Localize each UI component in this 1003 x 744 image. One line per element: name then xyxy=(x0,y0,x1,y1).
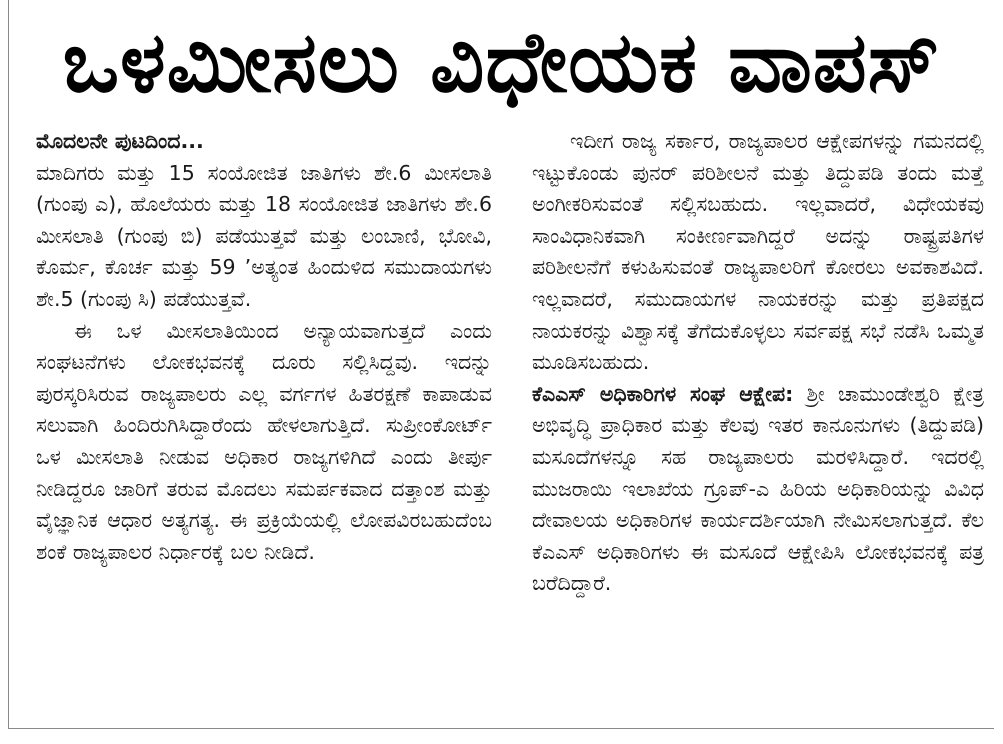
left-paragraph-1: ಮಾದಿಗರು ಮತ್ತು 15 ಸಂಯೋಜಿತ ಜಾತಿಗಳು ಶೇ.6 ಮೀಸಲಾತಿ (ಗುಂಪು ಎ), ಹೊಲೆಯರು ಮತ್ತು 18 ಸಂಯೋಜಿತ ಜಾತಿಗಳು ಶೇ.6 ಮೀಸಲಾತಿ (ಗುಂಪು ಬಿ) ಪಡೆಯುತ್ತವೆ ಮತ್ತು ಲಂಬಾಣಿ, ಭೋವಿ, ಕೊರ್ಮ, ಕೊರ್ಚ ಮತ್ತು 59 ’ಅತ್ಯಂತ ಹಿಂದುಳಿದ ಸಮುದಾಯಗಳು ಶೇ.5 (ಗುಂಪು ಸಿ) ಪಡೆಯುತ್ತವೆ. xyxy=(36,160,492,311)
article-headline: ಒಳಮೀಸಲು ವಿಧೇಯಕ ವಾಪಸ್ xyxy=(62,13,941,111)
right-paragraph-2-text: ಶ್ರೀ ಚಾಮುಂಡೇಶ್ವರಿ ಕ್ಷೇತ್ರ ಅಭಿವೃದ್ಧಿ ಪ್ರಾಧಿಕಾರ ಮತ್ತು ಕೆಲವು ಇತರ ಕಾನೂನುಗಳು (ತಿದ್ದುಪಡಿ) ಮಸೂದೆಗಳನ್ನೂ ಸಹ ರಾಜ್ಯಪಾಲರು ಮರಳಿಸಿದ್ದಾರೆ. ಇದರಲ್ಲಿ ಮುಜರಾಯಿ ಇಲಾಖೆಯ ಗ್ರೂಪ್-ಎ ಹಿರಿಯ ಅಧಿಕಾರಿಯನ್ನು ವಿವಿಧ ದೇವಾಲಯ ಅಧಿಕಾರಿಗಳ ಕಾರ್ಯದರ್ಶಿಯಾಗಿ ನೇಮಿಸಲಾಗುತ್ತದೆ. ಕೆಲ ಕೆಎಎಸ್ ಅಧಿಕಾರಿಗಳು ಈ ಮಸೂದೆ ಆಕ್ಷೇಪಿಸಿ ಲೋಕಭವನಕ್ಕೆ ಪತ್ರ ಬರೆದಿದ್ದಾರೆ. xyxy=(532,381,984,596)
section-subhead: ಕೆಎಎಸ್ ಅಧಿಕಾರಿಗಳ ಸಂಘ ಆಕ್ಷೇಪ: xyxy=(532,381,794,406)
left-paragraph-2: ಈ ಒಳ ಮೀಸಲಾತಿಯಿಂದ ಅನ್ಯಾಯವಾಗುತ್ತದೆ ಎಂದು ಸಂಘಟನೆಗಳು ಲೋಕಭವನಕ್ಕೆ ದೂರು ಸಲ್ಲಿಸಿದ್ದವು. ಇದನ್ನು ಪುರಸ್ಕರಿಸಿರುವ ರಾಜ್ಯಪಾಲರು ಎಲ್ಲ ವರ್ಗಗಳ ಹಿತರಕ್ಷಣೆ ಕಾಪಾಡುವ ಸಲುವಾಗಿ ಹಿಂದಿರುಗಿಸಿದ್ದಾರೆಂದು ಹೇಳಲಾಗುತ್ತಿದೆ. ಸುಪ್ರೀಂಕೋರ್ಟ್ ಒಳ ಮೀಸಲಾತಿ ನೀಡುವ ಅಧಿಕಾರ ರಾಜ್ಯಗಳಿಗಿದೆ ಎಂದು ತೀರ್ಪು ನೀಡಿದ್ದರೂ ಜಾರಿಗೆ ತರುವ ಮೊದಲು ಸಮರ್ಪಕವಾದ ದತ್ತಾಂಶ ಮತ್ತು ವೈಜ್ಞಾನಿಕ ಆಧಾರ ಅತ್ಯಗತ್ಯ. ಈ ಪ್ರಕ್ರಿಯೆಯಲ್ಲಿ ಲೋಪವಿರಬಹುದೆಂಬ ಶಂಕೆ ರಾಜ್ಯಪಾಲರ ನಿರ್ಧಾರಕ್ಕೆ ಬಲ ನೀಡಿದೆ. xyxy=(36,318,492,564)
left-column xyxy=(36,126,492,568)
right-paragraph-2 xyxy=(532,379,984,600)
right-column xyxy=(532,126,984,600)
right-paragraph-1: ಇದೀಗ ರಾಜ್ಯ ಸರ್ಕಾರ, ರಾಜ್ಯಪಾಲರ ಆಕ್ಷೇಪಗಳನ್ನು ಗಮನದಲ್ಲಿ ಇಟ್ಟುಕೊಂಡು ಪುನರ್ ಪರಿಶೀಲನೆ ಮತ್ತು ತಿದ್ದುಪಡಿ ತಂದು ಮತ್ತೆ ಅಂಗೀಕರಿಸುವಂತೆ ಸಲ್ಲಿಸಬಹುದು. ಇಲ್ಲವಾದರೆ, ವಿಧೇಯಕವು ಸಾಂವಿಧಾನಿಕವಾಗಿ ಸಂಕೀರ್ಣವಾಗಿದ್ದರೆ ಅದನ್ನು ರಾಷ್ಟ್ರಪತಿಗಳ ಪರಿಶೀಲನೆಗೆ ಕಳುಹಿಸುವಂತೆ ರಾಜ್ಯಪಾಲರಿಗೆ ಕೋರಲು ಅವಕಾಶವಿದೆ. ಇಲ್ಲವಾದರೆ, ಸಮುದಾಯಗಳ ನಾಯಕರನ್ನು ಮತ್ತು ಪ್ರತಿಪಕ್ಷದ ನಾಯಕರನ್ನು ವಿಶ್ವಾಸಕ್ಕೆ ತೆಗೆದುಕೊಳ್ಳಲು ಸರ್ವಪಕ್ಷ ಸಭೆ ನಡೆಸಿ ಒಮ್ಮತ ಮೂಡಿಸಬಹುದು. xyxy=(532,129,984,375)
continued-from-label: ಮೊದಲನೇ ಪುಟದಿಂದ... xyxy=(36,129,204,153)
